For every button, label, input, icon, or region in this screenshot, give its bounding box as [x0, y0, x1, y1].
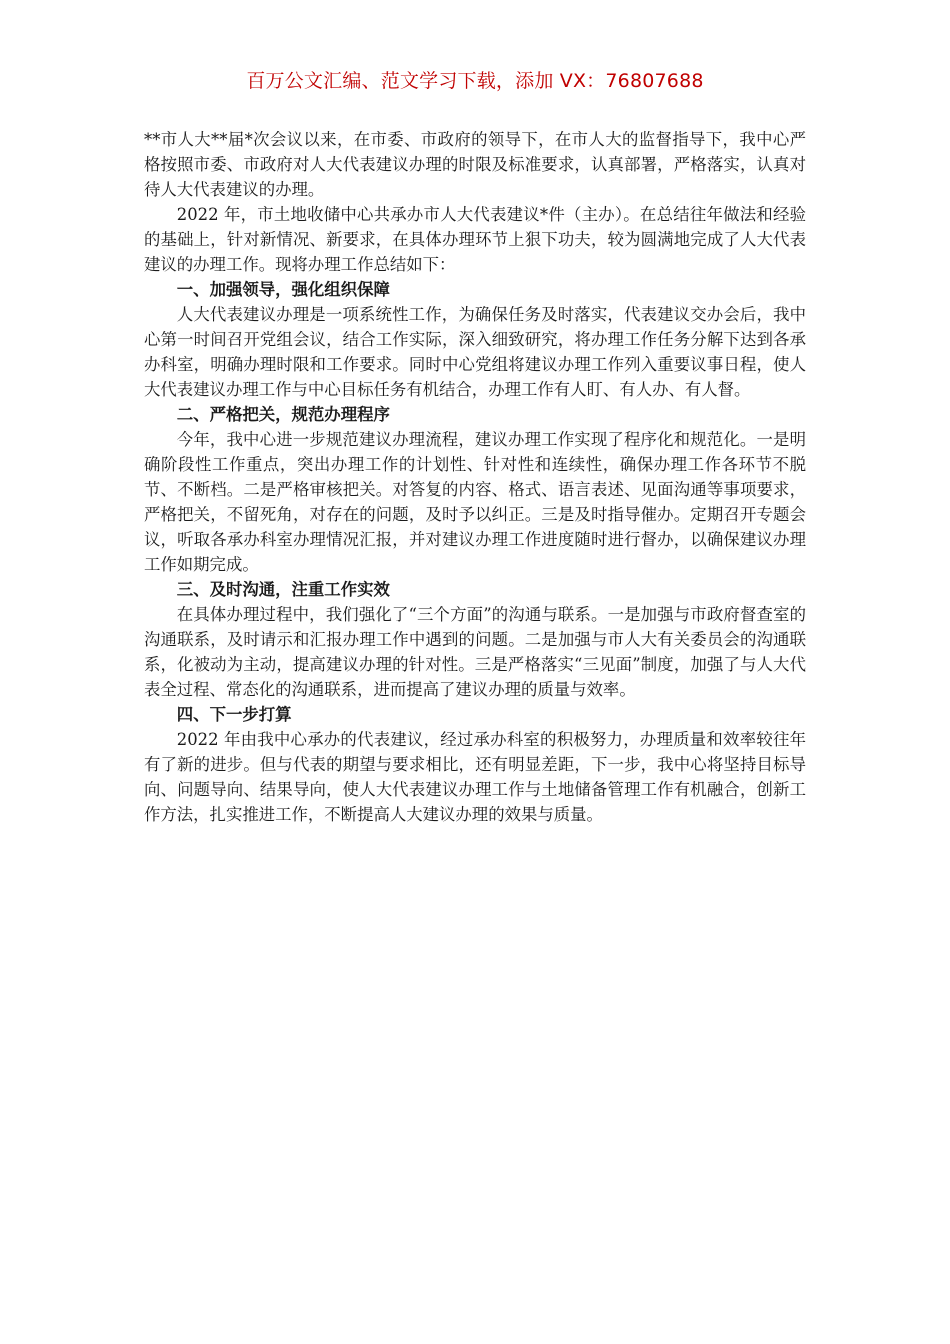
section-body-1: 人大代表建议办理是一项系统性工作，为确保任务及时落实，代表建议交办会后，我中心第一时间召开党组会议，结合工作实际，深入细致研究，将办理工作任务分解下达到各承办科室，明确办理时限和工作要求。同时中心党组将建议办理工作列入重要议事日程，使人大代表建议办理工作与中心目标任务有机结合，办理工作有人盯、有人办、有人督。	[144, 305, 806, 399]
summary-paragraph: 2022 年，市土地收储中心共承办市人大代表建议*件（主办）。在总结往年做法和经验的基础上，针对新情况、新要求，在具体办理环节上狠下功夫，较为圆满地完成了人大代表建议的办理工作。现将办理工作总结如下：	[144, 205, 806, 274]
section-heading-2: 二、严格把关，规范办理程序	[176, 405, 390, 424]
section-body-2: 今年，我中心进一步规范建议办理流程，建议办理工作实现了程序化和规范化。一是明确阶段性工作重点，突出办理工作的计划性、针对性和连续性，确保办理工作各环节不脱节、不断档。二是严格审核把关。对答复的内容、格式、语言表述、见面沟通等事项要求，严格把关，不留死角，对存在的问题，及时予以纠正。三是及时指导催办。定期召开专题会议，听取各承办科室办理情况汇报，并对建议办理工作进度随时进行督办，以确保建议办理工作如期完成。	[144, 430, 806, 574]
section-heading-1: 一、加强领导，强化组织保障	[176, 280, 390, 299]
section-heading-4: 四、下一步打算	[176, 705, 292, 724]
document-body	[144, 127, 806, 827]
section-body-4: 2022 年由我中心承办的代表建议，经过承办科室的积极努力，办理质量和效率较往年有了新的进步。但与代表的期望与要求相比，还有明显差距，下一步，我中心将坚持目标导向、问题导向、结果导向，使人大代表建议办理工作与土地储备管理工作有机融合，创新工作方法，扎实推进工作，不断提高人大建议办理的效果与质量。	[144, 730, 806, 824]
promo-banner: 百万公文汇编、范文学习下载，添加 VX：76807688	[246, 70, 704, 92]
section-body-3: 在具体办理过程中，我们强化了“三个方面”的沟通与联系。一是加强与市政府督查室的沟通联系，及时请示和汇报办理工作中遇到的问题。二是加强与市人大有关委员会的沟通联系，化被动为主动，提高建议办理的针对性。三是严格落实“三见面”制度，加强了与人大代表全过程、常态化的沟通联系，进而提高了建议办理的质量与效率。	[144, 605, 806, 699]
intro-paragraph: **市人大**届*次会议以来，在市委、市政府的领导下，在市人大的监督指导下，我中心严格按照市委、市政府对人大代表建议办理的时限及标准要求，认真部署，严格落实，认真对待人大代表建议的办理。	[144, 130, 806, 199]
section-heading-3: 三、及时沟通，注重工作实效	[176, 580, 390, 599]
